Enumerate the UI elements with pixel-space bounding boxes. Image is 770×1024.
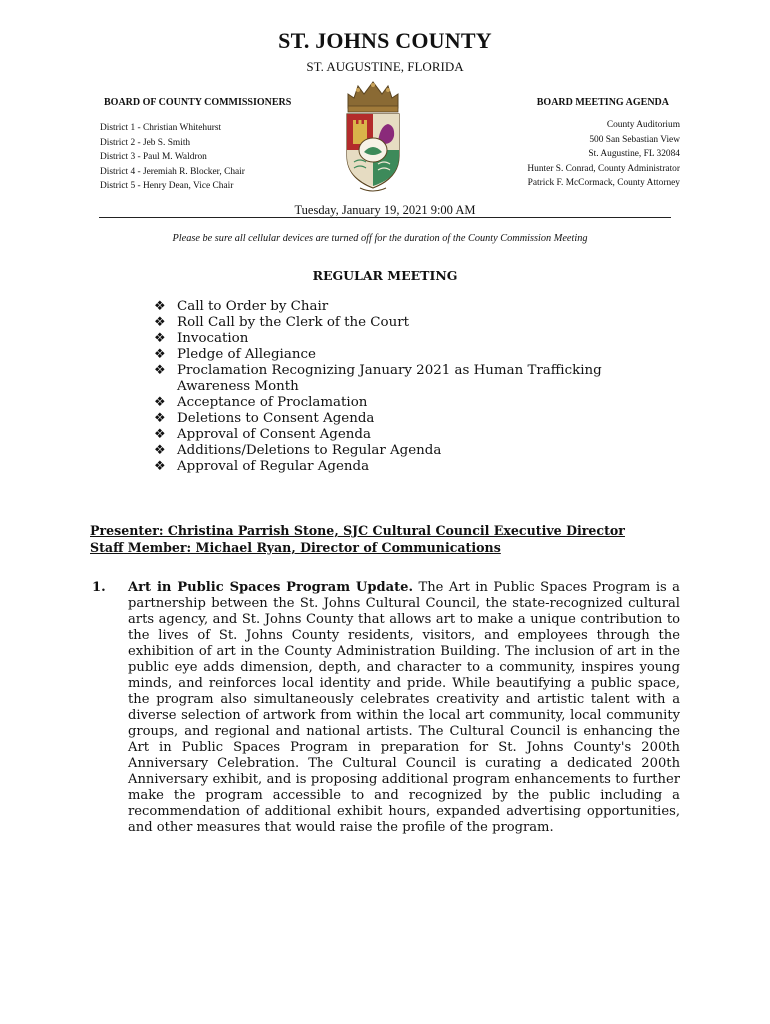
list-item-label: Pledge of Allegiance: [177, 347, 316, 362]
district-line: District 3 - Paul M. Waldron: [100, 152, 207, 163]
list-item-label: Acceptance of Proclamation: [177, 395, 368, 410]
agenda-item-title: Art in Public Spaces Program Update.: [128, 580, 414, 595]
venue-line: County Auditorium: [606, 120, 680, 130]
diamond-bullet-icon: ❖: [154, 427, 166, 442]
venue-line: Hunter S. Conrad, County Administrator: [527, 163, 680, 174]
regular-meeting-heading: REGULAR MEETING: [312, 268, 458, 283]
diamond-bullet-icon: ❖: [154, 395, 166, 410]
regular-meeting-list: [154, 299, 674, 475]
list-item: [154, 459, 674, 475]
list-item: [154, 299, 674, 315]
list-item: [154, 395, 674, 411]
meeting-date: Tuesday, January 19, 2021 9:00 AM: [294, 203, 476, 217]
diamond-bullet-icon: ❖: [154, 363, 166, 378]
presenter-line: Presenter: Christina Parrish Stone, SJC Cultural Council Executive Director: [90, 523, 625, 538]
diamond-bullet-icon: ❖: [154, 299, 166, 314]
agenda-item-number: 1.: [92, 580, 106, 595]
venue-line: 500 San Sebastian View: [589, 134, 680, 145]
list-item-label: Roll Call by the Clerk of the Court: [177, 315, 409, 330]
list-item-label: Deletions to Consent Agenda: [177, 411, 375, 426]
venue-block: [527, 118, 680, 191]
district-line: District 1 - Christian Whitehurst: [100, 123, 222, 133]
list-item-label: Approval of Regular Agenda: [177, 459, 370, 474]
list-item-label: Invocation: [177, 331, 249, 346]
diamond-bullet-icon: ❖: [154, 411, 166, 426]
presenter-block: [90, 522, 625, 556]
district-list: [100, 121, 245, 194]
district-line: District 4 - Jeremiah R. Blocker, Chair: [100, 166, 245, 177]
district-line: District 5 - Henry Dean, Vice Chair: [100, 181, 234, 192]
staff-member-line: Staff Member: Michael Ryan, Director of Communications: [90, 540, 501, 555]
diamond-bullet-icon: ❖: [154, 459, 166, 474]
list-item: [154, 427, 674, 443]
board-commissioners-heading: BOARD OF COUNTY COMMISSIONERS: [104, 97, 292, 108]
diamond-bullet-icon: ❖: [154, 443, 166, 458]
venue-line: St. Augustine, FL 32084: [588, 149, 680, 160]
county-title: ST. JOHNS COUNTY: [278, 28, 492, 53]
diamond-bullet-icon: ❖: [154, 347, 166, 362]
list-item: [154, 363, 674, 395]
list-item-label: Additions/Deletions to Regular Agenda: [177, 443, 442, 458]
list-item: [154, 347, 674, 363]
list-item-label: Proclamation Recognizing January 2021 as Human Trafficking Awareness Month: [177, 363, 602, 394]
list-item: [154, 315, 674, 331]
county-seal-icon: [340, 80, 406, 198]
district-line: District 2 - Jeb S. Smith: [100, 137, 191, 148]
agenda-item-description: The Art in Public Spaces Program is a partnership between the St. Johns Cultural Council, the state-recognized cultural arts agency, and St. Johns County that allows art to make a unique contribution to the lives of St. Johns County residents, visitors, and employees through the exhibition of art in the County Administration Building. The inclusion of art in the public eye adds dimension, depth, and character to a community, inspires young minds, and reinforces local identity and pride. While beautifying a public space, the program also simultaneously celebrates creativity and artistic talent with a diverse selection of artwork from within the local art community, local community groups, and regional and national artists. The Cultural Council is enhancing the Art in Public Spaces Program in preparation for St. Johns County's 200th Anniversary Celebration. The Cultural Council is curating a dedicated 200th Anniversary exhibit, and is proposing additional program enhancements to further make the program accessible to and recognized by the public including a recommendation of additional exhibit hours, expanded advertising opportunities, and other measures that would raise the profile of the program.: [128, 580, 680, 835]
list-item-label: Approval of Consent Agenda: [177, 427, 371, 442]
list-item: [154, 443, 674, 459]
cellular-notice: Please be sure all cellular devices are turned off for the duration of the County Commission Meeting: [172, 233, 588, 244]
list-item-label: Call to Order by Chair: [177, 299, 329, 314]
venue-line: Patrick F. McCormack, County Attorney: [527, 178, 680, 189]
header-divider: [99, 217, 671, 218]
diamond-bullet-icon: ❖: [154, 315, 166, 330]
board-agenda-heading: BOARD MEETING AGENDA: [536, 97, 669, 108]
agenda-item-text: [128, 580, 680, 836]
county-subtitle: ST. AUGUSTINE, FLORIDA: [306, 59, 464, 74]
list-item: [154, 411, 674, 427]
diamond-bullet-icon: ❖: [154, 331, 166, 346]
list-item: [154, 331, 674, 347]
